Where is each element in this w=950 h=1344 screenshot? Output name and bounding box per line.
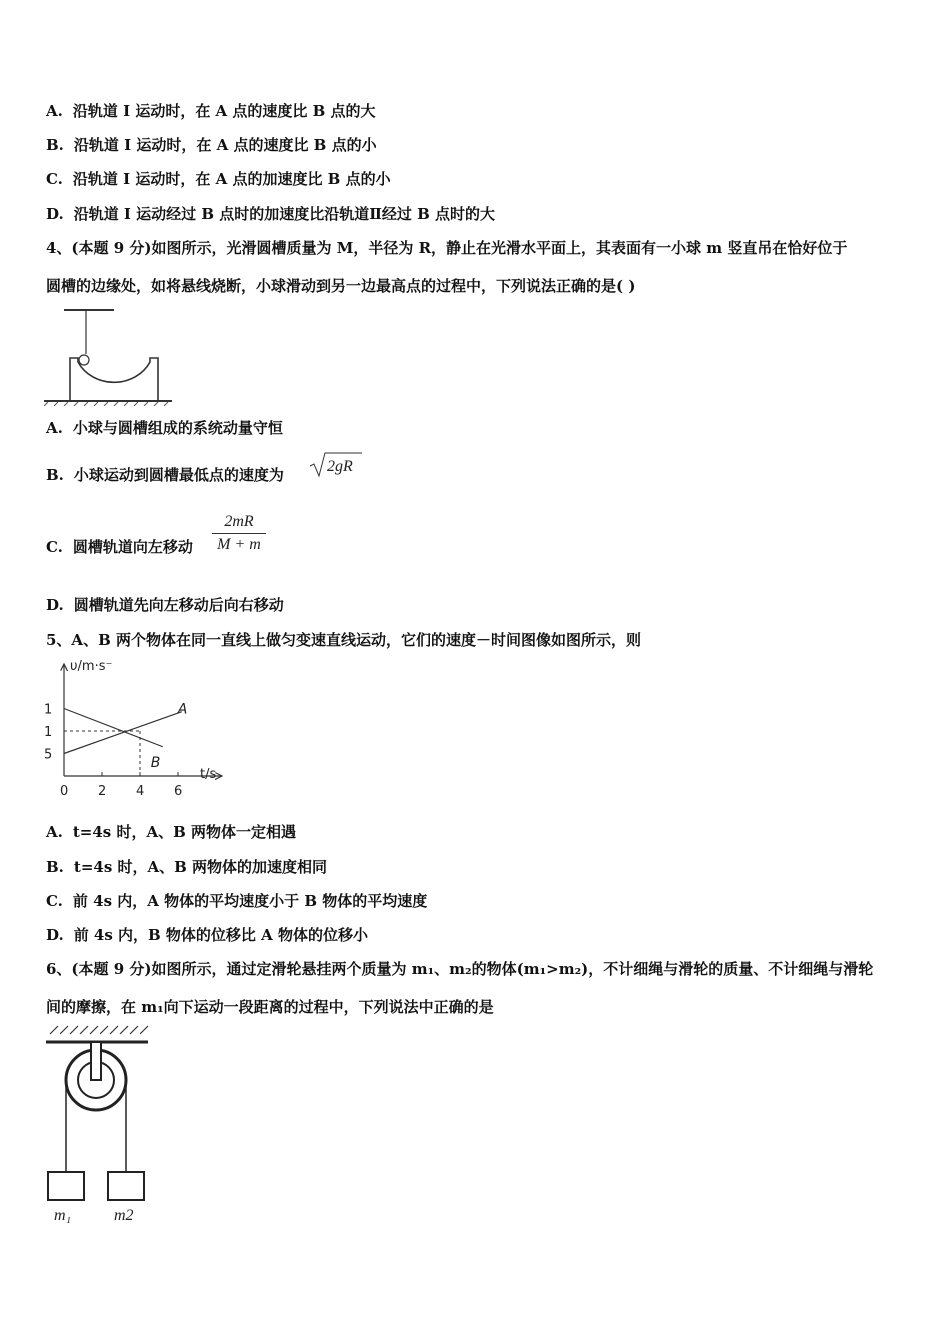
q4-option-d: D. 圆槽轨道先向左移动后向右移动 xyxy=(46,596,284,614)
series-line-A xyxy=(64,712,182,754)
q3-option-d: D. 沿轨道 I 运动经过 B 点时的加速度比沿轨道Ⅱ经过 B 点时的大 xyxy=(46,205,496,223)
q5-option-b: B. t=4s 时，A、B 两物体的加速度相同 xyxy=(46,858,328,876)
sqrt-2gR-formula xyxy=(308,450,364,480)
series-label-B: B xyxy=(150,754,161,771)
q4-stem-line1: 4、(本题 9 分)如图所示，光滑圆槽质量为 M，半径为 R，静止在光滑水平面上，其表面有一小球 m 竖直吊在恰好位于 xyxy=(46,239,848,257)
q5-option-c: C. 前 4s 内，A 物体的平均速度小于 B 物体的平均速度 xyxy=(46,892,428,910)
q4-option-c: C. 圆槽轨道向左移动 xyxy=(46,538,193,556)
q3-option-b: B. 沿轨道 I 运动时，在 A 点的速度比 B 点的小 xyxy=(46,136,377,154)
sqrt-radicand: 2gR xyxy=(327,458,353,475)
fraction-bar xyxy=(212,533,266,534)
q4-option-a: A. 小球与圆槽组成的系统动量守恒 xyxy=(46,419,283,437)
x-axis-label: t/s xyxy=(200,767,217,782)
fraction-2mR-over-M-plus-m xyxy=(210,512,268,555)
q4-stem-line2: 圆槽的边缘处，如将悬线烧断，小球滑动到另一边最高点的过程中，下列说法正确的是( ) xyxy=(46,277,636,295)
series-label-A: A xyxy=(177,701,188,718)
mass1-label: m₁ xyxy=(54,1207,72,1224)
velocity-time-chart xyxy=(40,656,230,802)
x-tick-label-4: 4 xyxy=(136,784,145,799)
mass2-label: m2 xyxy=(114,1207,134,1224)
x-tick-label-0: 0 xyxy=(60,784,69,799)
fraction-numerator: 2mR xyxy=(224,513,254,530)
series-line-B xyxy=(64,709,163,747)
y-tick-label-0: 5 xyxy=(44,747,53,763)
y-tick-label-2: 1 xyxy=(44,702,53,718)
q3-option-a: A. 沿轨道 I 运动时，在 A 点的速度比 B 点的大 xyxy=(46,102,376,120)
q5-option-d: D. 前 4s 内，B 物体的位移比 A 物体的位移小 xyxy=(46,926,369,944)
x-tick-label-2: 2 xyxy=(98,784,107,799)
fraction-denominator: M + m xyxy=(217,536,261,553)
q3-option-c: C. 沿轨道 I 运动时，在 A 点的加速度比 B 点的小 xyxy=(46,170,391,188)
q6-stem-line1: 6、(本题 9 分)如图所示，通过定滑轮悬挂两个质量为 m₁、m₂的物体(m₁>m₂)，不计细绳与滑轮的质量、不计细绳与滑轮 xyxy=(46,960,874,978)
q4-bowl-figure xyxy=(44,306,174,406)
q5-stem: 5、A、B 两个物体在同一直线上做匀变速直线运动，它们的速度－时间图像如图所示，则 xyxy=(46,631,641,649)
y-tick-label-1: 1 xyxy=(44,725,53,740)
q6-stem-line2: 间的摩擦，在 m₁向下运动一段距离的过程中，下列说法中正确的是 xyxy=(46,998,494,1016)
q4-option-b: B. 小球运动到圆槽最低点的速度为 xyxy=(46,466,284,484)
q5-option-a: A. t=4s 时，A、B 两物体一定相遇 xyxy=(46,823,297,841)
y-axis-label: υ/m·s⁻ xyxy=(70,659,113,674)
pulley-figure xyxy=(44,1024,154,1224)
x-tick-label-6: 6 xyxy=(174,784,183,799)
